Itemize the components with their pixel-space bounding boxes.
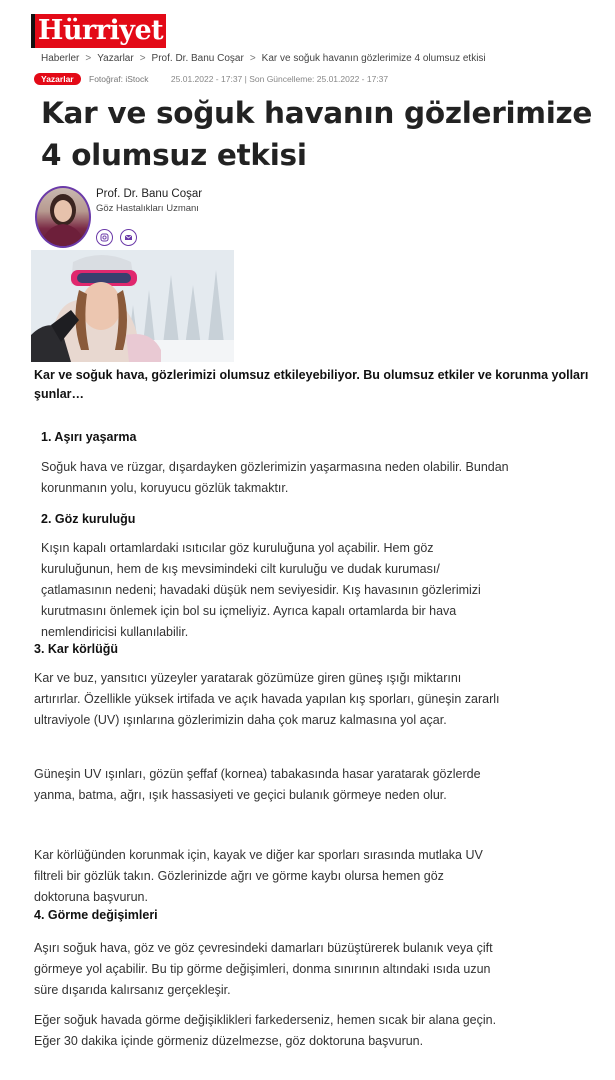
section-paragraph: Aşırı soğuk hava, göz ve göz çevresindeki damarları büzüştürerek bulanık veya çift görmeye yol açabilir. Bu tip görme değişimleri, donma sınırının altındaki ısıda uzun süre dışarıda kalırsanız gerçekleşir. (34, 941, 493, 997)
breadcrumb-item-author[interactable]: Prof. Dr. Banu Coşar (151, 53, 244, 64)
section-paragraph: Soğuk hava ve rüzgar, dışardayken gözlerimizin yaşarmasına neden olabilir. Bundan korunmanın yolu, koruyucu gözlük takmaktır. (41, 460, 509, 495)
section-paragraph: Güneşin UV ışınları, gözün şeffaf (kornea) tabakasında hasar yaratarak gözlerde yanma, batma, ağrı, ışık hassasiyeti ve geçici bulanık görmeye neden olur. (34, 767, 481, 802)
section-heading: 2. Göz kuruluğu (41, 512, 136, 526)
hero-image (31, 250, 234, 362)
publish-dates: 25.01.2022 - 17:37 | Son Güncelleme: 25.01.2022 - 17:37 (170, 74, 389, 84)
section-paragraph: Kar ve buz, yansıtıcı yüzeyler yaratarak gözümüze giren güneş ışığı miktarını artırırlar. Özellikle yüksek irtifada ve açık havada yapılan kış sporları, güneşin zararlı ultraviyole (UV) ışınlarına gözlerimizin daha çok maruz kalmasına yol açar. (34, 671, 500, 727)
chevron-right-icon: > (139, 53, 146, 64)
section-heading: 3. Kar körlüğü (34, 642, 119, 656)
author-avatar[interactable] (35, 186, 91, 248)
section-paragraph: Eğer soğuk havada görme değişiklikleri farkederseniz, hemen sıcak bir alana geçin. Eğer 30 dakika içinde görmeniz düzelmezse, göz doktoruna başvurun. (34, 1013, 497, 1048)
section-heading: 1. Aşırı yaşarma (41, 430, 137, 444)
author-role: Göz Hastalıkları Uzmanı (96, 203, 199, 214)
article-lead: Kar ve soğuk hava, gözlerimizi olumsuz etkileyebiliyor. Bu olumsuz etkiler ve korunma yolları şunlar… (34, 368, 589, 401)
photo-credit: Fotoğraf: iStock (89, 74, 149, 84)
mail-icon[interactable] (120, 229, 137, 246)
breadcrumb (41, 53, 486, 64)
breadcrumb-item-authors[interactable]: Yazarlar (97, 53, 134, 64)
author-name[interactable]: Prof. Dr. Banu Coşar (96, 188, 203, 200)
breadcrumb-item-current: Kar ve soğuk havanın gözlerimize 4 olumsuz etkisi (261, 53, 486, 64)
hurriyet-logo[interactable]: Hürriyet (31, 14, 166, 48)
section-paragraph: Kışın kapalı ortamlardaki ısıtıcılar göz kuruluğuna yol açabilir. Hem göz kuruluğunun, hem de kış mevsimindeki cilt kuruluğu ve dudak kuruması/ çatlamasının nedeni; havadaki düşük nem seviyesidir. Kış havasının gözlerimizi kurutmasını önlemek için bol su içmeliyiz. Ayrıca kapalı ortamlarda bir hava nemlendiricisi kullanılabilir. (41, 541, 481, 639)
chevron-right-icon: > (85, 53, 92, 64)
breadcrumb-item-home[interactable]: Haberler (41, 53, 80, 64)
chevron-right-icon: > (249, 53, 256, 64)
section-heading: 4. Görme değişimleri (34, 908, 158, 922)
author-portrait-icon (37, 188, 89, 246)
section-paragraph: Kar körlüğünden korunmak için, kayak ve diğer kar sporları sırasında mutlaka UV filtreli bir gözlük takın. Gözlerinizde ağrı ve görme kaybı olursa hemen göz doktoruna başvurun. (34, 848, 483, 904)
article-title: Kar ve soğuk havanın gözlerimize 4 olumsuz etkisi (41, 96, 593, 172)
instagram-icon[interactable] (96, 229, 113, 246)
category-badge[interactable]: Yazarlar (34, 73, 81, 85)
article-meta (34, 73, 388, 87)
